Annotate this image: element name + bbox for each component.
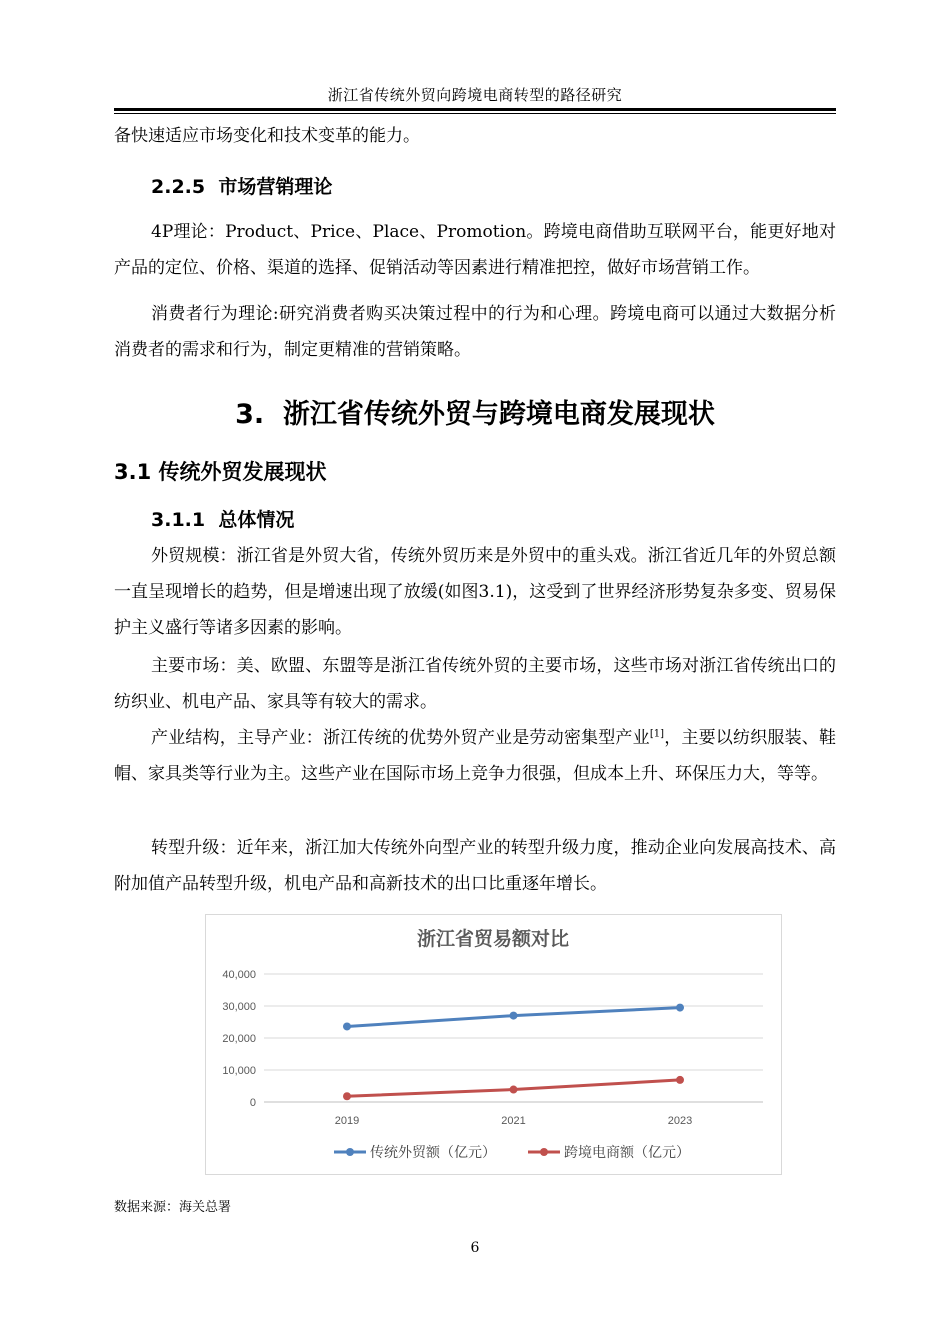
paragraph-trade-scale bbox=[114, 538, 836, 646]
paragraph-text bbox=[114, 720, 836, 792]
line-chart bbox=[205, 914, 782, 1175]
header-rule-thin bbox=[114, 113, 836, 114]
data-point bbox=[343, 1092, 351, 1100]
data-point bbox=[510, 1086, 518, 1094]
paragraph-text: 主要市场：美、欧盟、东盟等是浙江省传统外贸的主要市场，这些市场对浙江省传统出口的纺织业、机电产品、家具等有较大的需求。 bbox=[114, 656, 836, 712]
data-point bbox=[510, 1012, 518, 1020]
legend-label: 跨境电商额（亿元） bbox=[564, 1144, 690, 1160]
paragraph-text: 消费者行为理论:研究消费者购买决策过程中的行为和心理。跨境电商可以通过大数据分析消费者的需求和行为，制定更精准的营销策略。 bbox=[114, 304, 836, 360]
x-tick-label: 2021 bbox=[501, 1115, 526, 1127]
heading-number: 3.1.1 bbox=[151, 509, 206, 531]
x-tick-label: 2019 bbox=[334, 1115, 360, 1127]
line-chart-svg bbox=[206, 915, 781, 1174]
paragraph-consumer-theory bbox=[114, 296, 836, 368]
chapter-number: 3. bbox=[235, 399, 265, 430]
heading-3-1-1 bbox=[151, 505, 751, 532]
paragraph-industry-structure bbox=[114, 720, 836, 792]
legend-swatch-marker bbox=[346, 1148, 354, 1156]
heading-number: 2.2.5 bbox=[151, 176, 206, 198]
heading-3-1 bbox=[114, 456, 836, 486]
chapter-heading bbox=[114, 392, 836, 431]
legend-label: 传统外贸额（亿元） bbox=[370, 1144, 496, 1160]
y-tick-label: 0 bbox=[249, 1097, 256, 1109]
data-point bbox=[343, 1022, 351, 1030]
chapter-title: 浙江省传统外贸与跨境电商发展现状 bbox=[282, 399, 715, 430]
y-tick-label: 30,000 bbox=[222, 1001, 256, 1013]
header-rule bbox=[114, 108, 836, 111]
y-tick-label: 20,000 bbox=[222, 1033, 256, 1045]
paragraph-main-markets bbox=[114, 648, 836, 720]
data-point bbox=[676, 1076, 684, 1084]
heading-title: 传统外贸发展现状 bbox=[158, 460, 327, 484]
paragraph-4p-theory bbox=[114, 214, 836, 286]
paragraph-text-part: 产业结构，主导产业：浙江传统的优势外贸产业是劳动密集型产业 bbox=[151, 728, 650, 748]
heading-title: 总体情况 bbox=[218, 509, 295, 531]
running-header: 浙江省传统外贸向跨境电商转型的路径研究 bbox=[327, 86, 623, 104]
page-number: 6 bbox=[470, 1240, 480, 1256]
paragraph-text: 备快速适应市场变化和技术变革的能力。 bbox=[114, 126, 420, 146]
continued-paragraph bbox=[114, 118, 836, 154]
paragraph-text: 转型升级：近年来，浙江加大传统外向型产业的转型升级力度，推动企业向发展高技术、高附加值产品转型升级，机电产品和高新技术的出口比重逐年增长。 bbox=[114, 838, 836, 894]
x-tick-label: 2023 bbox=[667, 1115, 693, 1127]
y-tick-label: 40,000 bbox=[222, 969, 256, 981]
heading-2-2-5 bbox=[151, 172, 751, 199]
citation-ref[interactable]: [1] bbox=[649, 728, 664, 740]
heading-number: 3.1 bbox=[114, 460, 152, 484]
source-note: 数据来源：海关总署 bbox=[114, 1200, 232, 1215]
data-point bbox=[676, 1004, 684, 1012]
paragraph-transformation bbox=[114, 830, 836, 902]
heading-title: 市场营销理论 bbox=[218, 176, 333, 198]
paragraph-text: 4P理论：Product、Price、Place、Promotion。跨境电商借助互联网平台，能更好地对产品的定位、价格、渠道的选择、促销活动等因素进行精准把控，做好市场营销工作。 bbox=[114, 222, 836, 278]
y-tick-label: 10,000 bbox=[222, 1065, 256, 1077]
paragraph-text-part: ，主要以纺织服装、鞋帽、家具类等行业为主。这些产业在国际市场上竞争力很强，但成本上升、环保压力大，等等。 bbox=[114, 728, 837, 784]
chart-title: 浙江省贸易额对比 bbox=[416, 929, 570, 950]
paragraph-text: 外贸规模：浙江省是外贸大省，传统外贸历来是外贸中的重头戏。浙江省近几年的外贸总额一直呈现增长的趋势，但是增速出现了放缓(如图3.1)，这受到了世界经济形势复杂多变、贸易保护主义盛行等诸多因素的影响。 bbox=[114, 546, 836, 638]
legend-swatch-marker bbox=[540, 1148, 548, 1156]
